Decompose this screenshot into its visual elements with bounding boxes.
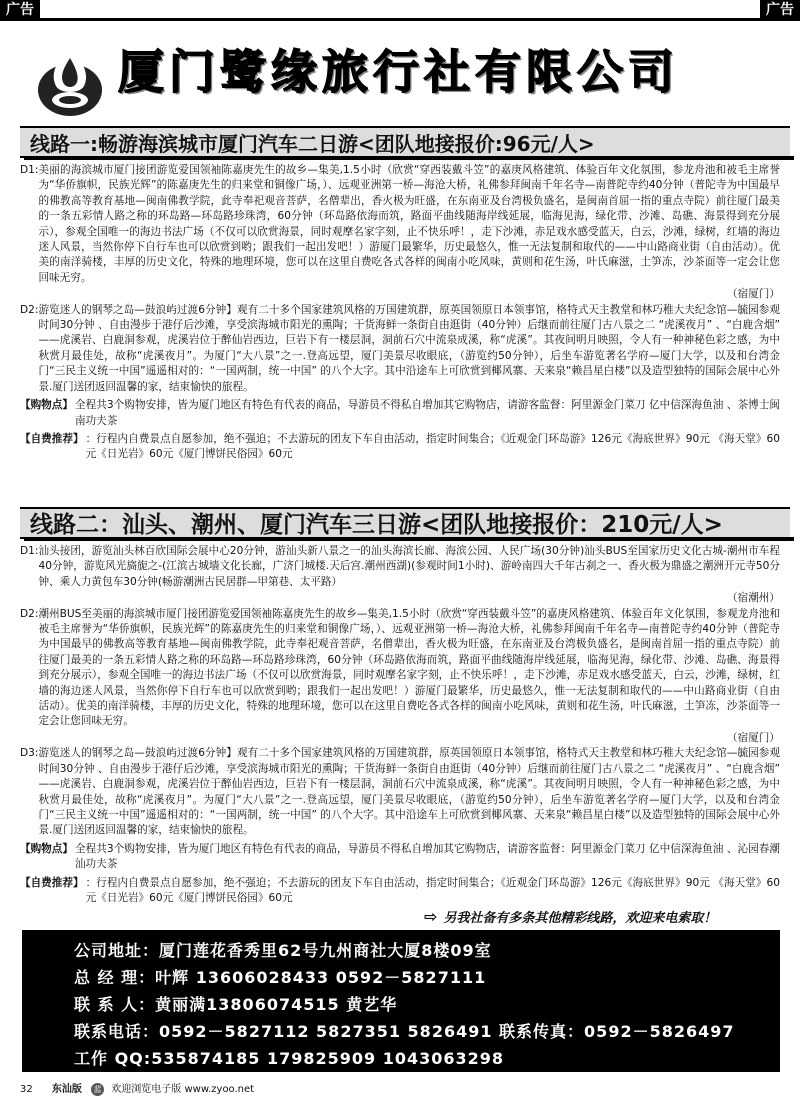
day-text: 汕头接团，游览汕头林百欣国际会展中心20分钟，游汕头新八景之一的汕头海滨长廊、海滨公园、人民广场(30分钟)汕头BUS至国家历史文化古城-潮州市车程40分钟，游览风光旖旎之-(江滨古城墙文化长廊，广济门城楼.天后宫.潮州西湖)(参观时间1小时)、游岭南四大千年古刹之一、香火极为鼎盛之潮洲开元寺50分钟、乘人力黄包车30分钟(畅游潮洲古民居群—甲第巷、太平路） (38, 545, 780, 588)
route2-itinerary (20, 544, 780, 906)
edition-dot-icon: 蓝 (91, 1083, 104, 1096)
day-text: 游览迷人的钢琴之岛—鼓浪屿过渡6分钟】观有二十多个国家建筑风格的万国建筑群，原英国领原日本领事馆，格特式天主教堂和林巧稚大夫纪念馆—毓园参观时间30分钟 、自由漫步于港仔后沙滩，享受滨海城市阳光的熏陶；干货海鲜一条街自由逛街（40分钟）后继而前往厦门古八景之二 “虎溪夜月” 、“白鹿含烟” ——虎溪岩、白鹿洞参观，虎溪岩位于醉仙岩西边，巨岩下有一楼层洞，洞前石穴中流泉成溪，称“虎溪”。其夜间明月映照，令人有一种神秘色彩之感，为中秋赏月最佳处，故称“虎溪夜月”。为厦门“大八景”之一.登高远望，厦门美景尽收眼底，（游览约50分钟），后坐车游览著名学府—厦门大学，以及和台湾金门“三民主义统一中国”遥遥相对的：“一国两制，统一中国” 的八个大字。其中沿途车上可欣赏到椰风寨、天来泉“赖昌星白楼”以及造型独特的国际会展中心外景.厦门送团返回温馨的家，结束愉快的旅程。 (38, 303, 780, 393)
optional-text: ：行程内自费景点自愿参加，绝不强迫；不去游玩的团友下车自由活动，指定时间集合；《近观金门环岛游》126元《海底世界》90元 《海天堂》60元《日光岩》60元《厦门博饼民俗园》60元 (85, 876, 780, 904)
shopping-label: 【购物点】 (20, 399, 73, 412)
route1-itinerary (20, 163, 780, 463)
day-text: 潮州BUS至美丽的海滨城市厦门接团游览爱国领袖陈嘉庚先生的故乡—集美,1.5小时（欣赏“穿西装戴斗笠”的嘉庚风格建筑、体验百年文化氛围，参观龙舟池和被毛主席誉为“华侨旗帜，民族光辉”的陈嘉庚先生的归来堂和铜像广场，）、远观亚洲第一桥—海沧大桥，礼佛参拜闽南千年名寺—南普陀寺约40分钟（普陀寺为中国最早的佛教高等教育基地—闽南佛教学院，此寺奉祀观音菩萨，名僧辈出，香火极为旺盛，在东南亚及台湾极负盛名，是闽南首屈一指的重点寺院）前往厦门最美的一条五彩情人路之称的环岛路—环岛路珍珠湾，60分钟（环岛路依海而筑，路面平曲线随海岸线延展，临海见海，绿化带、沙滩、岛礁、海景得到充分展示），参观全国唯一的海边书法广场（不仅可以欣赏海景，同时观摩名家字刻，止不快乐呼！，走下沙滩，赤足戏水感受蓝天，白云，沙滩，绿树，红墙的海边迷人风景，当然你停下自行车也可以欣赏到哟；跟我们一起出发吧！）游厦门最繁华，历史最悠久，惟一无法复制和取代的——中山路商业街（自由活动）。优美的南洋骑楼，丰厚的历史文化，特殊的地理环境，您可以在这里自费吃各式各样的闽南小吃风味，黄则和花生汤，叶氏麻滋，土笋冻，沙茶面等一定会让您回味无穷。 (38, 607, 780, 728)
route2-day3 (20, 746, 780, 838)
route1-shopping (20, 398, 780, 429)
day-label: D2: (20, 607, 39, 620)
right-arrow-icon: ⇨ (424, 907, 438, 926)
day-text: 美丽的海滨城市厦门接团游览爱国领袖陈嘉庚先生的故乡—集美,1.5小时（欣赏“穿西装戴斗笠”的嘉庚风格建筑、体验百年文化氛围，参龙舟池和被毛主席誉为“华侨旗帜，民族光辉”的陈嘉庚先生的归来堂和铜像广场，）、远观亚洲第一桥—海沧大桥，礼佛参拜闽南千年名寺—南普陀寺约40分钟（普陀寺为中国最早的佛教高等教育基地—闽南佛教学院，此寺奉祀观音菩萨，名僧辈出，香火极为旺盛，在东南亚及台湾极负盛名，是闽南首屈一指的重点寺院）前往厦门最美的一条五彩情人路之称的环岛路—环岛路珍珠湾，60分钟（环岛路依海而筑，路面平曲线随海岸线延展，临海见海，绿化带、沙滩、岛礁、海景得到充分展示），参观全国唯一的海边书法广场（不仅可以欣赏海景，同时观摩名家字刻，止不快乐呼！，走下沙滩，赤足戏水感受蓝天，白云，沙滩，绿树，红墙的海边迷人风景，当然你停下自行车也可以欣赏到哟；跟我们一起出发吧！）游厦门最繁华，历史最悠久，惟一无法复制和取代的——中山路商业街（自由活动）。优美的南洋骑楼，丰厚的历史文化，特殊的地理环境，您可以在这里自费吃各式各样的闽南小吃风味，黄则和花生汤，叶氏麻滋，土笋冻，沙茶面等一定会让您回味无穷。 (38, 164, 780, 284)
optional-label: 【自费推荐】 (20, 876, 84, 889)
page-footer (20, 1080, 254, 1096)
phone-label: 联系电话： (74, 1022, 160, 1041)
ad-label-right: 广告 (760, 0, 800, 20)
phone-value: 0592－5827112 5827351 5826491 联系传真：0592－5826497 (159, 1022, 735, 1041)
route2-day1-lodging: （宿潮州） (727, 592, 780, 605)
route2-day2-lodging: （宿厦门） (727, 731, 780, 744)
phone-row (74, 1019, 735, 1042)
page-number: 32 (20, 1084, 33, 1095)
top-rule (0, 18, 800, 21)
day-label: D3: (20, 747, 39, 760)
day-text: 游览迷人的钢琴之岛—鼓浪屿过渡6分钟】观有二十多个国家建筑风格的万国建筑群，原英国领原日本领事馆，格特式天主教堂和林巧稚大夫纪念馆—毓园参观时间30分钟 、自由漫步于港仔后沙滩，享受滨海城市阳光的熏陶；干货海鲜一条街自由逛街（40分钟）后继而前往厦门古八景之二 “虎溪夜月” 、“白鹿含烟” ——虎溪岩、白鹿洞参观，虎溪岩位于醉仙岩西边，巨岩下有一楼层洞，洞前石穴中流泉成溪，称“虎溪”。其夜间明月映照，令人有一种神秘色彩之感，为中秋赏月最佳处，故称“虎溪夜月”。为厦门“大八景”之一.登高远望，厦门美景尽收眼底，（游览约50分钟），后坐车游览著名学府—厦门大学，以及和台湾金门“三民主义统一中国”遥遥相对的：“一国两制，统一中国” 的八个大字。其中沿途车上可欣赏到椰风寨、天来泉“赖昌星白楼”以及造型独特的国际会展中心外景.厦门送团返回温馨的家，结束愉快的旅程。 (38, 747, 780, 837)
route1-title: 线路一:畅游海滨城市厦门汽车二日游<团队地接报价:96元/人> (20, 126, 790, 158)
route2-day1 (20, 544, 780, 590)
more-routes-note (424, 907, 716, 926)
shopping-text: 全程共3个购物安排，皆为厦门地区有特色有代表的商品，导游员不得私自增加其它购物店，请游客监督：阿里源金门菜刀 亿中信深海鱼油 、茶博士闽南功夫茶 (74, 399, 780, 427)
day-label: D1: (20, 164, 39, 176)
manager-row (74, 965, 486, 988)
qq-label: 工作 QQ: (74, 1049, 152, 1068)
route2-day2 (20, 607, 780, 730)
route1-optional (20, 432, 780, 463)
edition-label: 东汕版 (51, 1084, 82, 1095)
more-routes-text: 另我社备有多条其他精彩线路，欢迎来电索取！ (443, 911, 717, 926)
manager-label: 总 经 理： (74, 968, 156, 987)
shopping-label: 【购物点】 (20, 842, 73, 855)
route2-title: 线路二：汕头、潮州、厦门汽车三日游<团队地接报价：210元/人> (20, 507, 790, 539)
route1-day1-lodging: （宿厦门） (727, 288, 780, 301)
qq-value: 535874185 179825909 1043063298 (151, 1049, 505, 1068)
route1-day1 (20, 163, 780, 286)
flame-logo-icon (36, 40, 104, 120)
day-label: D1: (20, 545, 39, 557)
company-name: 厦门鹭缘旅行社有限公司 (118, 45, 679, 99)
website-link[interactable]: 欢迎浏览电子版 www.zyoo.net (111, 1084, 255, 1095)
route1-day2 (20, 303, 780, 395)
address-row (74, 938, 492, 961)
optional-label: 【自费推荐】 (20, 432, 84, 445)
manager-value: 叶辉 13606028433 0592－5827111 (155, 968, 487, 987)
route2-optional (20, 876, 780, 907)
ad-label-left: 广告 (0, 0, 40, 20)
contact-value: 黄丽满13806074515 黄艺华 (155, 995, 398, 1014)
address-label: 公司地址： (74, 941, 160, 960)
address-value: 厦门莲花香秀里62号九州商社大厦8楼09室 (159, 941, 492, 960)
day-label: D2: (20, 303, 39, 316)
shopping-text: 全程共3个购物安排，皆为厦门地区有特色有代表的商品，导游员不得私自增加其它购物店，请游客监督：阿里源金门菜刀 亿中信深海鱼油 、沁园春潮汕功夫茶 (74, 842, 780, 871)
optional-text: ：行程内自费景点自愿参加，绝不强迫；不去游玩的团友下车自由活动，指定时间集合；《近观金门环岛游》126元《海底世界》90元 《海天堂》60元《日光岩》60元《厦门博饼民俗园》60元 (85, 432, 780, 461)
qq-row (74, 1046, 504, 1069)
contact-person-row (74, 992, 397, 1015)
contact-panel (22, 930, 780, 1072)
contact-label: 联 系 人： (74, 995, 156, 1014)
route2-shopping (20, 842, 780, 873)
